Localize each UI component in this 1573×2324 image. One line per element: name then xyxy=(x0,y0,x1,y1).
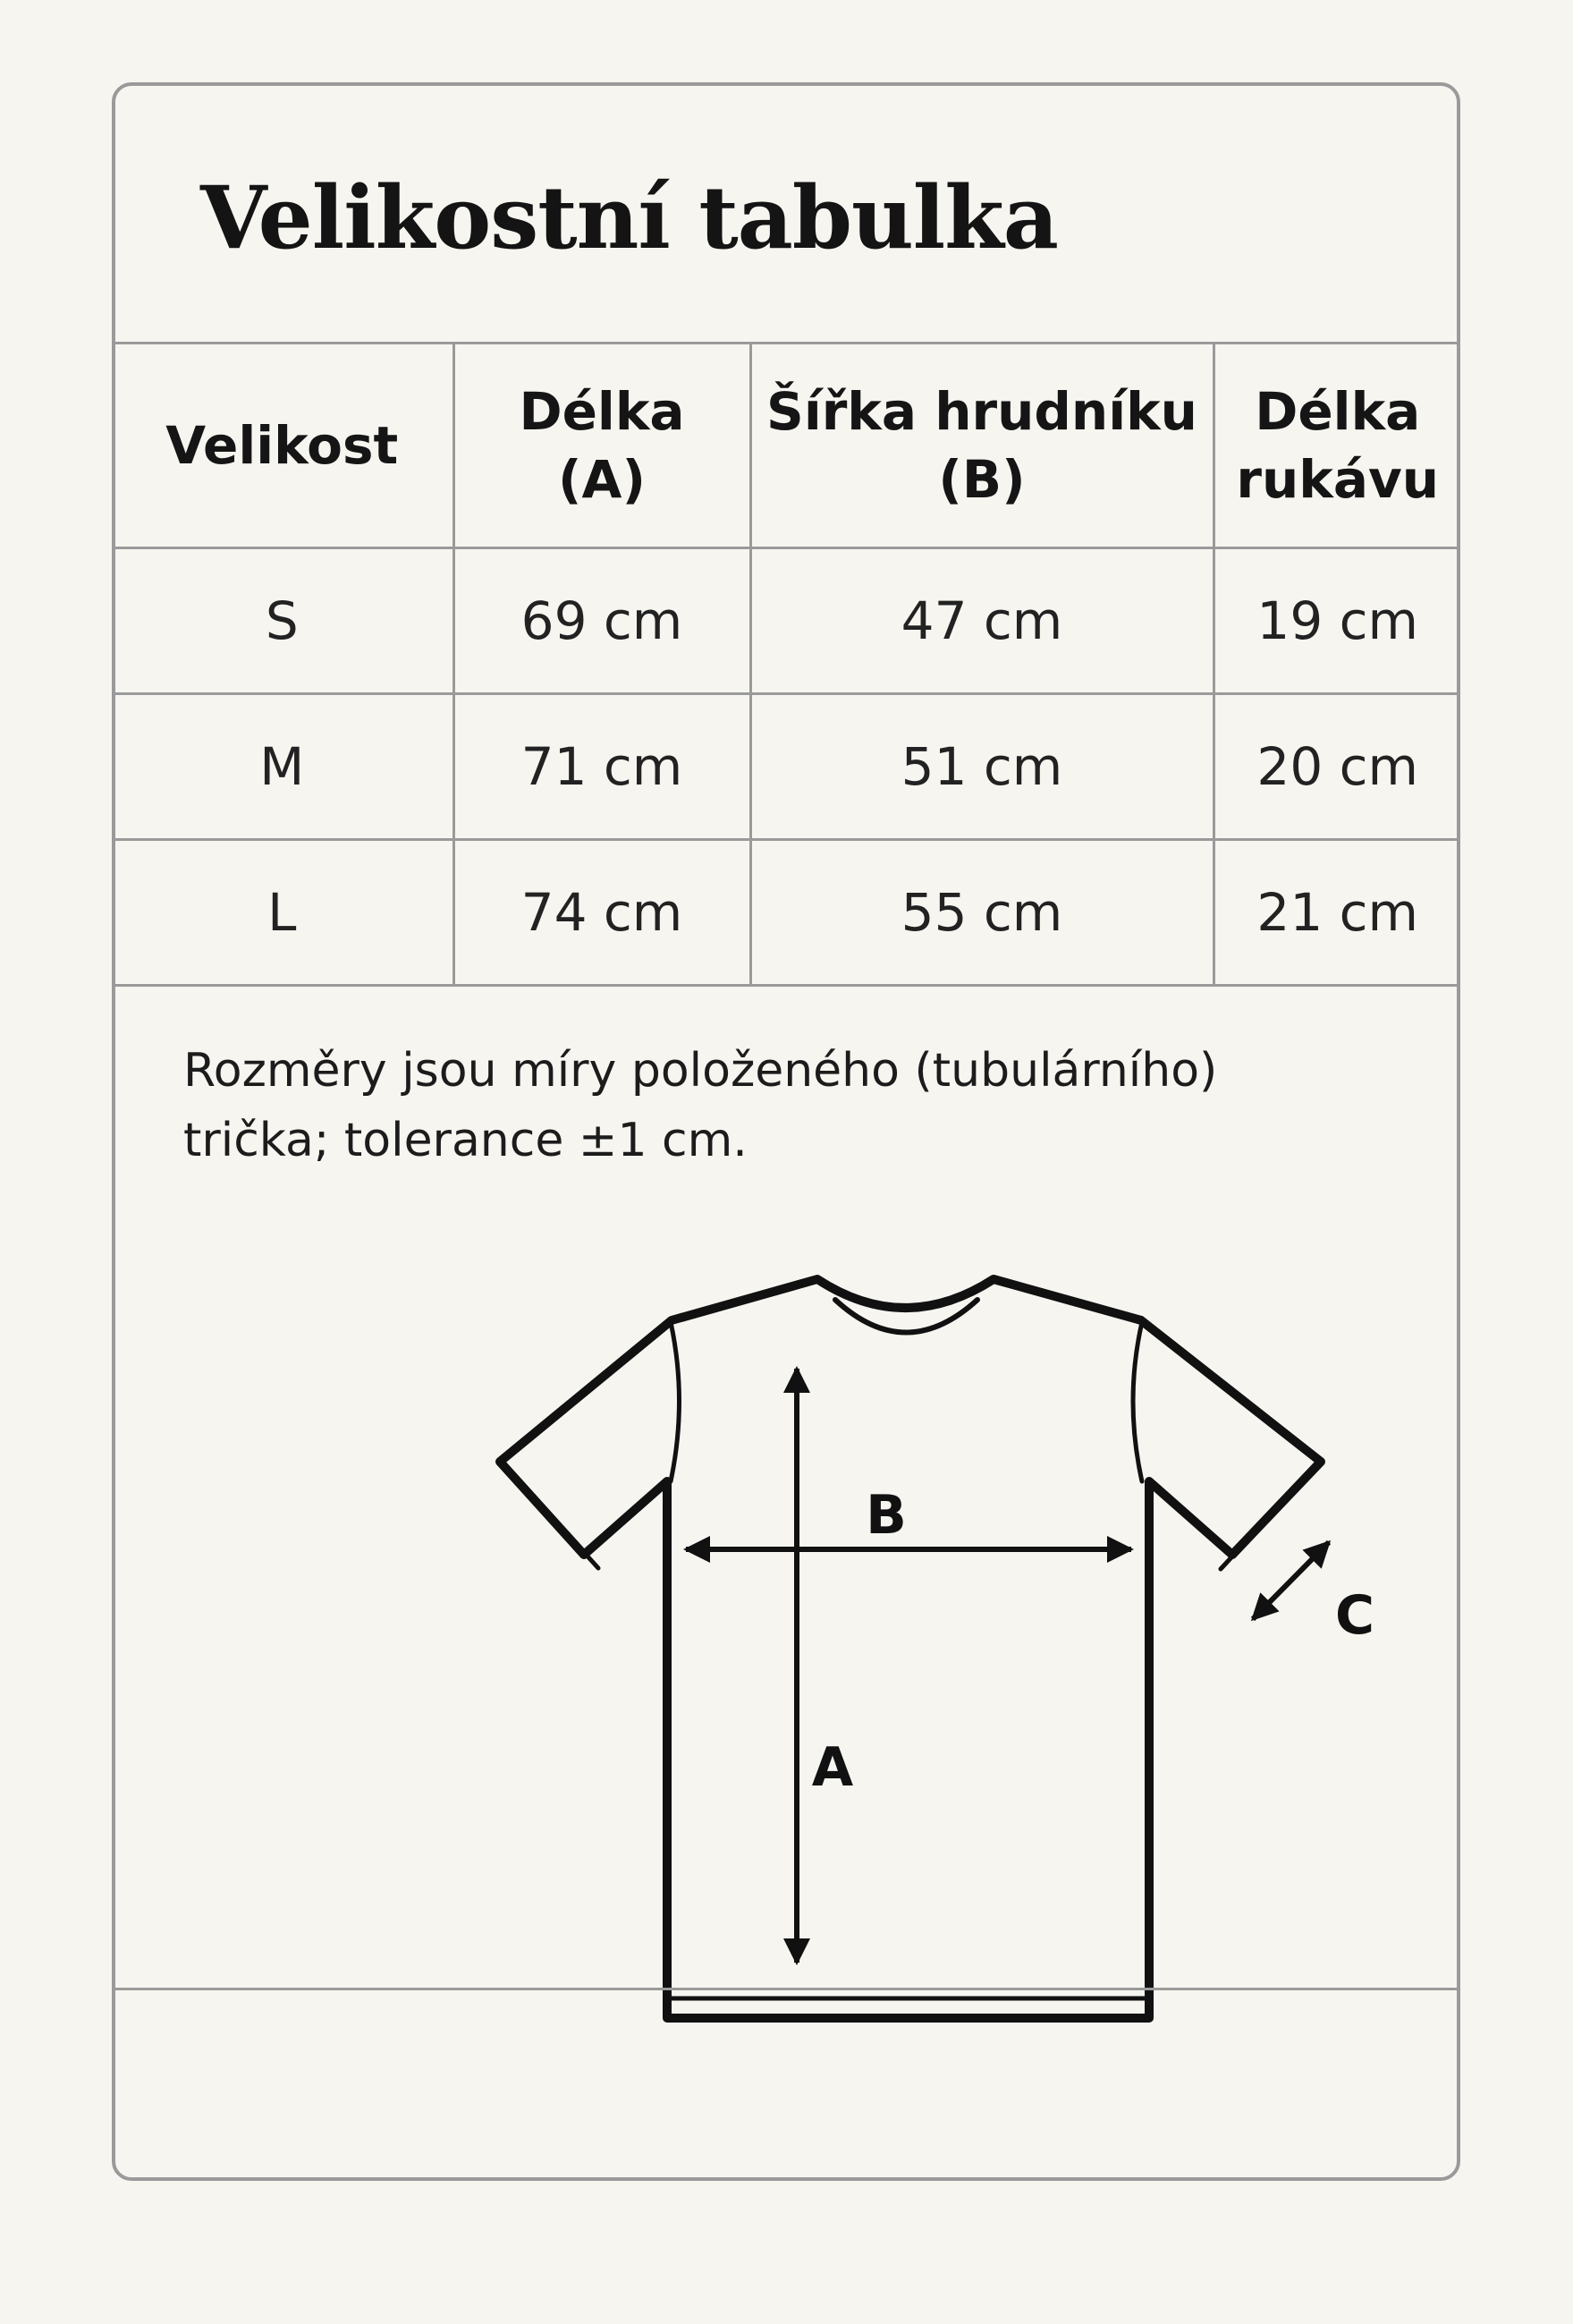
header-sleeve-length: Délka rukávu xyxy=(1214,344,1460,548)
tshirt-measurement-diagram xyxy=(348,1177,1385,2054)
table-row xyxy=(112,548,1460,694)
arrow-c xyxy=(1253,1542,1329,1619)
label-c: C xyxy=(1335,1584,1375,1647)
cell-length: 69 cm xyxy=(453,548,750,694)
cell-length: 71 cm xyxy=(453,694,750,840)
header-size: Velikost xyxy=(112,344,453,548)
cell-size: L xyxy=(112,840,453,986)
cell-size: S xyxy=(112,548,453,694)
cell-sleeve: 21 cm xyxy=(1214,840,1460,986)
table-row xyxy=(112,694,1460,840)
header-chest-width: Šířka hrudníku (B) xyxy=(750,344,1214,548)
label-a: A xyxy=(811,1736,854,1799)
footer-divider xyxy=(112,1988,1460,1990)
header-length: Délka (A) xyxy=(453,344,750,548)
label-b: B xyxy=(866,1484,907,1547)
cell-chest: 55 cm xyxy=(750,840,1214,986)
measurement-arrows xyxy=(686,1369,1329,1963)
page-title: Velikostní tabulka xyxy=(200,167,1058,268)
cell-sleeve: 20 cm xyxy=(1214,694,1460,840)
cell-length: 74 cm xyxy=(453,840,750,986)
size-chart-card xyxy=(112,82,1460,2181)
tshirt-outline-icon xyxy=(500,1279,1321,2018)
cell-chest: 51 cm xyxy=(750,694,1214,840)
size-table xyxy=(112,342,1460,987)
table-row xyxy=(112,840,1460,986)
cell-sleeve: 19 cm xyxy=(1214,548,1460,694)
cell-size: M xyxy=(112,694,453,840)
table-header-row xyxy=(112,344,1460,548)
cell-chest: 47 cm xyxy=(750,548,1214,694)
measurement-note: Rozměry jsou míry položeného (tubulárního) trička; tolerance ±1 cm. xyxy=(183,1044,1218,1167)
